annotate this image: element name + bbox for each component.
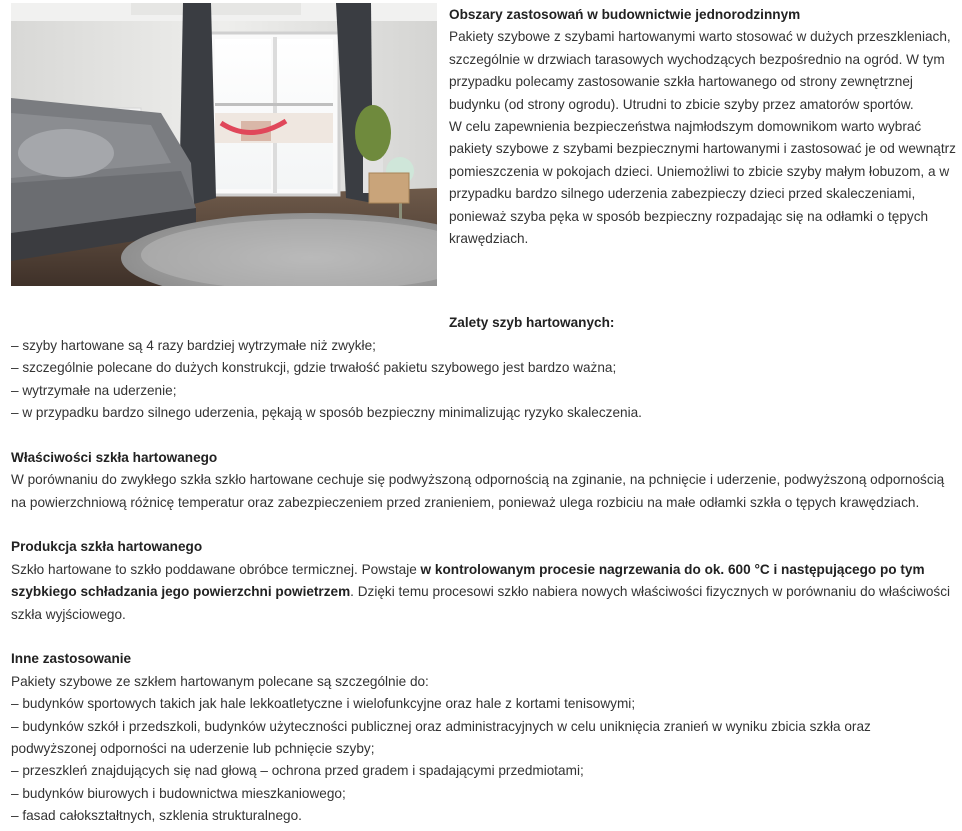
section-heading: Produkcja szkła hartowanego — [11, 539, 203, 555]
main-content — [11, 290, 956, 828]
list-item: – szyby hartowane są 4 razy bardziej wytrzymałe niż zwykłe; — [11, 337, 376, 353]
section-heading: Inne zastosowanie — [11, 651, 132, 667]
section-heading: Właściwości szkła hartowanego — [11, 449, 218, 465]
text: . Dzięki temu procesowi szkło nabiera nowych właściwości fizycznych w porównaniu do właściwości szkła wyjściowego. — [11, 584, 951, 622]
section-heading: Obszary zastosowań w budownictwie jednorodzinnym — [449, 7, 801, 22]
top-section — [449, 4, 957, 250]
paragraph: W porównaniu do zwykłego szkła szkło hartowane cechuje się podwyższoną odpornością na zginanie, na pchnięcie i uderzenie, podwyższoną odpornością na powierzchniową różnicę temperatur oraz zabezpieczeniem przed zranieniem, ponieważ ulega rozbiciu na małe odłamki szkła o tępych krawędziach. — [11, 472, 945, 510]
list-item: – wytrzymałe na uderzenie; — [11, 382, 177, 398]
list-item: – budynków sportowych takich jak hale lekkoatletyczne i wielofunkcyjne oraz hale z kortami tenisowymi; — [11, 696, 636, 712]
list-item: – budynków biurowych i budownictwa mieszkaniowego; — [11, 785, 346, 801]
list-item: – szczególnie polecane do dużych konstrukcji, gdzie trwałość pakietu szybowego jest bardzo ważna; — [11, 360, 617, 376]
living-room-photo — [11, 3, 437, 286]
list-item: – w przypadku bardzo silnego uderzenia, pękają w sposób bezpieczny minimalizując ryzyko skaleczenia. — [11, 405, 642, 421]
list-item: – budynków szkół i przedszkoli, budynków użyteczności publicznej oraz administracyjnych w celu uniknięcia zranień w wyniku zbicia szkła oraz podwyższonej odporności na uderzenie lub pchnięcie szyby; — [11, 718, 871, 757]
text: Szkło hartowane to szkło poddawane obróbce termicznej. Powstaje — [11, 561, 421, 577]
list-item: – przeszkleń znajdujących się nad głową – ochrona przed gradem i spadającymi przedmiotami; — [11, 763, 584, 779]
section-heading: Zalety szyb hartowanych: — [449, 315, 615, 331]
paragraph: W celu zapewnienia bezpieczeństwa najmłodszym domownikom warto wybrać pakiety szybowe z szybami bezpiecznymi hartowanymi i zastosować je od wewnątrz pomieszczenia w pokojach dzieci. Uniemożliwi to zbicie szyby małym łobuzom, a w przypadku bardzo silnego uderzenia zabezpieczy dzieci przed skaleczeniami, ponieważ szyba pęka w sposób bezpieczny rozpadając się na odłamki o tępych krawędziach. — [449, 119, 956, 247]
paragraph: Pakiety szybowe ze szkłem hartowanym polecane są szczególnie do: — [11, 673, 429, 689]
list-item: – fasad całokształtnych, szklenia strukturalnego. — [11, 808, 302, 824]
paragraph: Pakiety szybowe z szybami hartowanymi warto stosować w dużych przeszkleniach, szczególnie w drzwiach tarasowych wychodzących bezpośrednio na ogród. W tym przypadku polecamy zastosowanie szkła hartowanego od strony zewnętrznej budynku (od strony ogrodu). Utrudni to zbicie szyby przez amatorów sportów. — [449, 29, 951, 112]
bold-text: w kontrolowanym procesie nagrzewania do ok. 600 °C i następującego po tym szybkiego schładzania jego powierzchni powietrzem — [11, 561, 925, 600]
paragraph — [11, 559, 956, 626]
